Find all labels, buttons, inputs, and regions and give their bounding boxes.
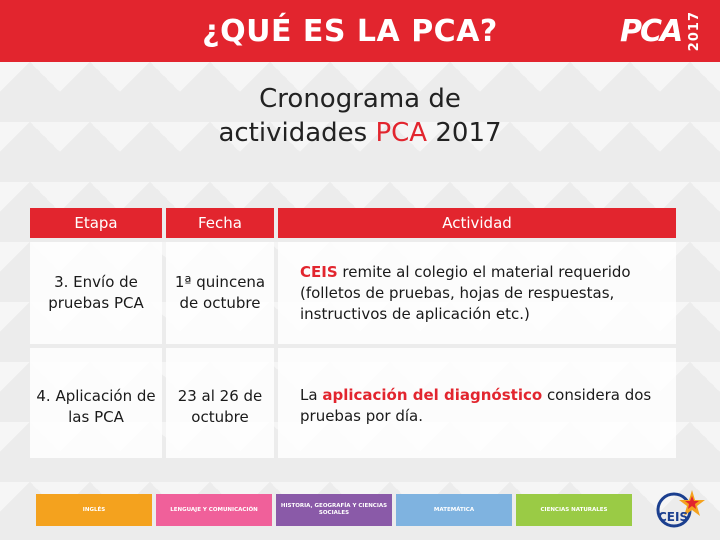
cell-fecha: 23 al 26 de octubre (166, 348, 274, 458)
table-row (30, 242, 680, 344)
pca-logo (620, 8, 703, 54)
title-line-2 (0, 116, 720, 150)
header-actividad: Actividad (278, 208, 676, 238)
title-prefix: actividades (218, 118, 376, 148)
subject-historia: HISTORIA, GEOGRAFÍA Y CIENCIAS SOCIALES (276, 494, 392, 526)
subject-ciencias: CIENCIAS NATURALES (516, 494, 632, 526)
cell-actividad (278, 242, 676, 344)
cell-etapa: 3. Envío de pruebas PCA (30, 242, 162, 344)
title-accent: PCA (375, 118, 428, 148)
header-etapa: Etapa (30, 208, 162, 238)
title-suffix: 2017 (427, 118, 502, 148)
diagnostic-highlight: aplicación del diagnóstico (322, 386, 543, 404)
activity-text: considera dos pruebas por día. (300, 386, 652, 425)
subject-matematica: MATEMÁTICA (396, 494, 512, 526)
schedule-table (30, 208, 680, 462)
page-title (0, 82, 720, 150)
activity-prefix: La (300, 386, 323, 404)
activity-text: remite al colegio el material requerido (folletos de pruebas, hojas de respuestas, instructivos de aplicación etc.) (300, 262, 631, 323)
logo-mark: PCA (620, 13, 682, 49)
table-header-row (30, 208, 680, 238)
title-line-1: Cronograma de (259, 84, 461, 114)
ceis-text: CEIS (658, 510, 689, 524)
cell-etapa: 4. Aplicación de las PCA (30, 348, 162, 458)
subject-lenguaje: LENGUAJE Y COMUNICACIÓN (156, 494, 272, 526)
header-fecha: Fecha (166, 208, 274, 238)
table-row (30, 348, 680, 458)
cell-fecha: 1ª quincena de octubre (166, 242, 274, 344)
header-bar (0, 0, 720, 62)
logo-year: 2017 (687, 10, 703, 52)
subject-ingles: INGLÉS (36, 494, 152, 526)
ceis-highlight: CEIS (300, 262, 338, 281)
ceis-logo (644, 488, 708, 532)
subject-strip (36, 494, 632, 526)
header-title: ¿QUÉ ES LA PCA? (202, 13, 498, 49)
cell-actividad (278, 348, 676, 458)
